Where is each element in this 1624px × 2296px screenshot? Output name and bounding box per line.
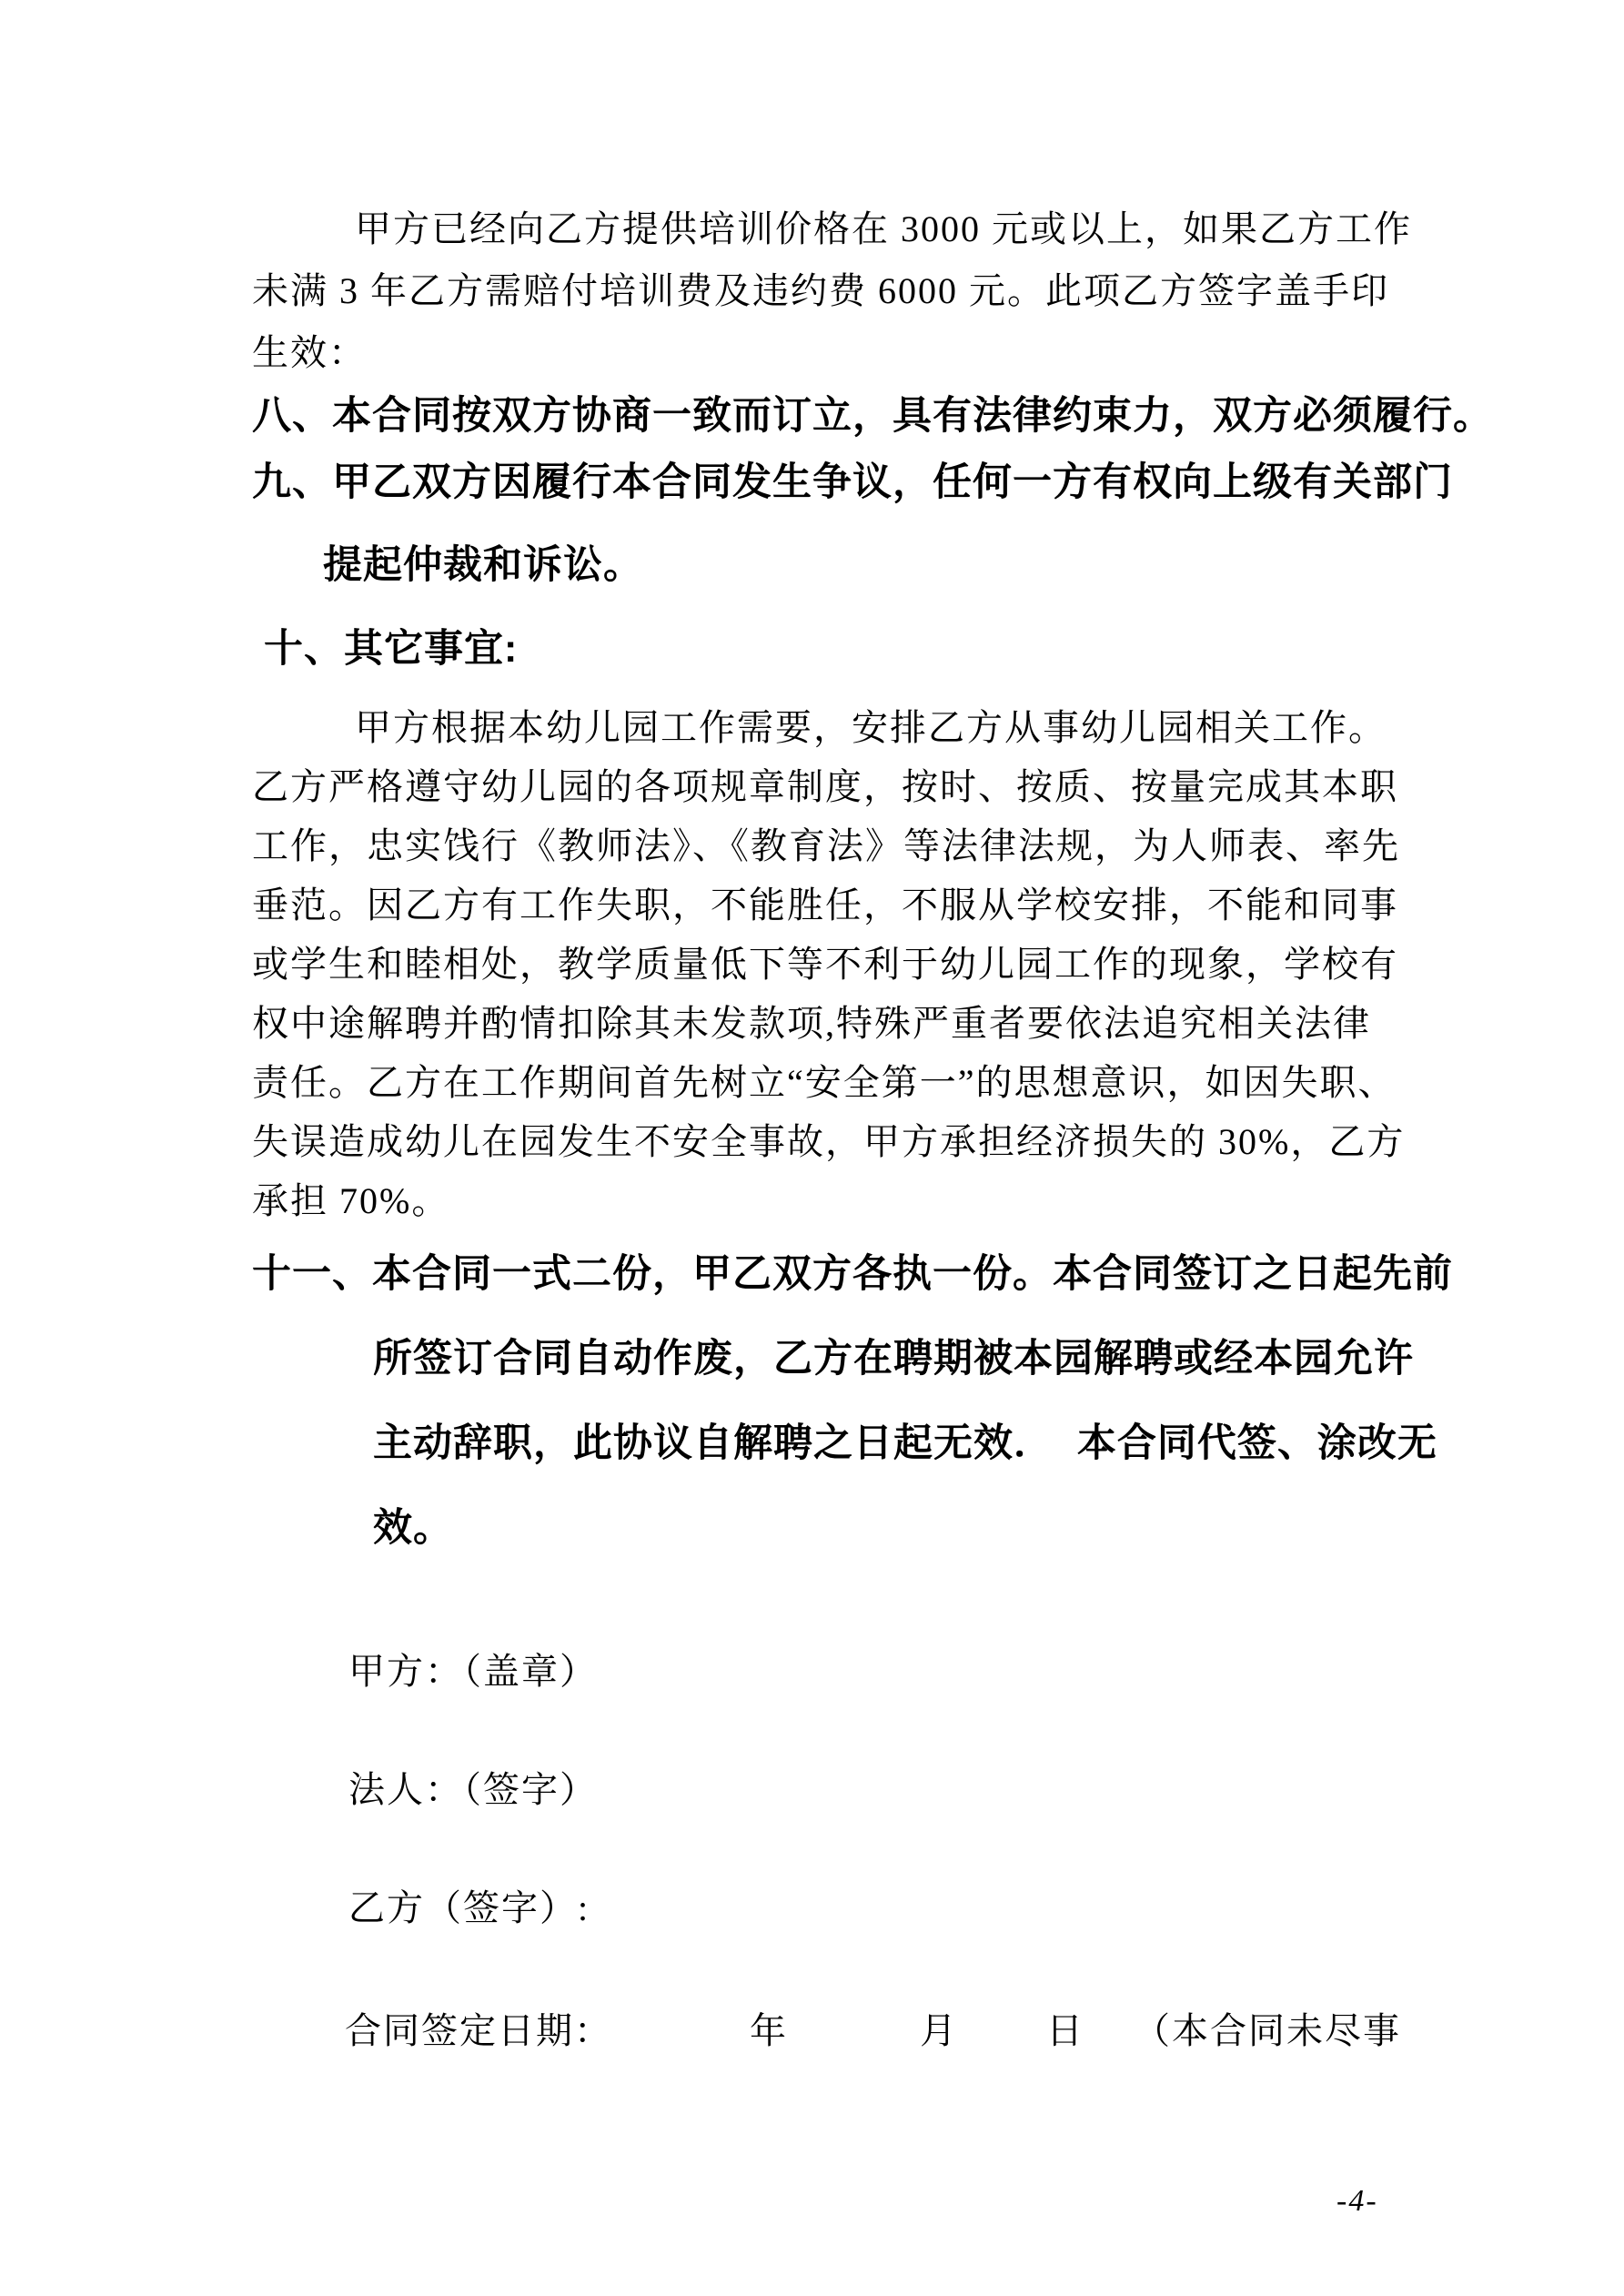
contract-date-line	[345, 2011, 1400, 2066]
para-training-line1: 甲方已经向乙方提供培训价格在 3000 元或以上，如果乙方工作	[355, 208, 1412, 249]
contract-date-label: 合同签定日期：	[345, 2010, 612, 2051]
clause-10-line3: 工作，忠实饯行《教师法》、《教育法》等法律法规，为人师表、率先	[252, 825, 1400, 866]
clause-10-line2: 乙方严格遵守幼儿园的各项规章制度，按时、按质、按量完成其本职	[252, 766, 1398, 807]
signature-legal-rep: 法人：（签字）	[348, 1769, 598, 1810]
contract-date-year: 年	[750, 2010, 788, 2051]
clause-9-line2: 提起仲裁和诉讼。	[323, 543, 643, 587]
para-training-line2: 未满 3 年乙方需赔付培训费及违约费 6000 元。此项乙方签字盖手印	[252, 270, 1389, 311]
clause-10-line9: 承担 70%。	[252, 1180, 450, 1221]
contract-date-day: 日	[1046, 2010, 1084, 2051]
clause-9-line1: 九、甲乙双方因履行本合同发生争议，任何一方有权向上级有关部门	[252, 460, 1453, 504]
clause-10-title: 十、其它事宜:	[264, 627, 519, 671]
clause-11-line4: 效。	[373, 1506, 453, 1550]
clause-11-line2: 所签订合同自动作废，乙方在聘期被本园解聘或经本园允许	[373, 1337, 1414, 1381]
contract-date-month: 月	[920, 2010, 958, 2051]
clause-11-line1: 十一、本合同一式二份，甲乙双方各执一份。本合同签订之日起先前	[252, 1252, 1453, 1296]
signature-party-a: 甲方：（盖章）	[348, 1651, 598, 1692]
clause-8: 八、本合同按双方协商一致而订立，具有法律约束力，双方必须履行。	[252, 394, 1493, 438]
clause-10-line6: 权中途解聘并酌情扣除其未发款项,特殊严重者要依法追究相关法律	[252, 1003, 1371, 1044]
clause-11-line3: 主动辞职，此协议自解聘之日起无效． 本合同代签、涂改无	[373, 1421, 1437, 1465]
para-training-line3: 生效：	[252, 332, 367, 373]
clause-10-line4: 垂范。因乙方有工作失职，不能胜任，不服从学校安排，不能和同事	[252, 885, 1398, 925]
clause-10-line7: 责任。乙方在工作期间首先树立“安全第一”的思想意识，如因失职、	[252, 1062, 1397, 1103]
contract-date-note: （本合同未尽事	[1134, 2010, 1401, 2051]
clause-10-line8: 失误造成幼儿在园发生不安全事故，甲方承担经济损失的 30%，乙方	[252, 1121, 1406, 1162]
clause-10-line1: 甲方根据本幼儿园工作需要，安排乙方从事幼儿园相关工作。	[355, 707, 1387, 748]
page-number: -4-	[1337, 2184, 1378, 2218]
clause-10-line5: 或学生和睦相处，教学质量低下等不利于幼儿园工作的现象，学校有	[252, 944, 1398, 985]
signature-party-b: 乙方（签字）:	[348, 1887, 590, 1928]
